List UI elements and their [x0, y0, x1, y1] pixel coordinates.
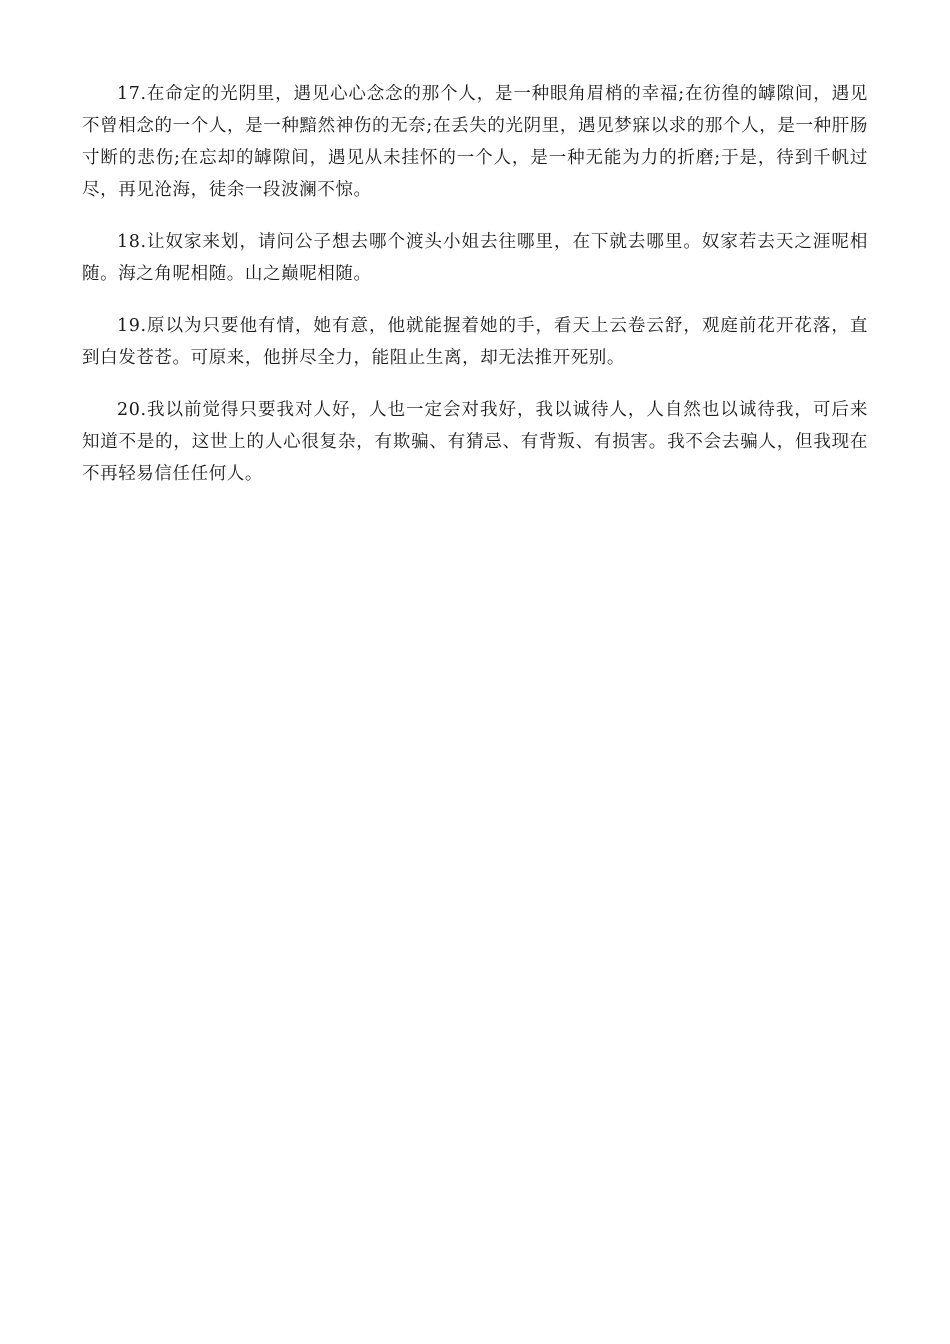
document-body: [82, 78, 868, 510]
paragraph-20: 20.我以前觉得只要我对人好，人也一定会对我好，我以诚待人，人自然也以诚待我，可后来知道不是的，这世上的人心很复杂，有欺骗、有猜忌、有背叛、有损害。我不会去骗人，但我现在不再轻易信任任何人。: [82, 400, 868, 484]
paragraph-19: 19.原以为只要他有情，她有意，他就能握着她的手，看天上云卷云舒，观庭前花开花落，直到白发苍苍。可原来，他拼尽全力，能阻止生离，却无法推开死别。: [82, 316, 868, 368]
paragraph-18: 18.让奴家来划，请问公子想去哪个渡头小姐去往哪里，在下就去哪里。奴家若去天之涯呢相随。海之角呢相随。山之巅呢相随。: [82, 232, 868, 284]
paragraph-17: 17.在命定的光阴里，遇见心心念念的那个人，是一种眼角眉梢的幸福;在彷徨的罅隙间，遇见不曾相念的一个人，是一种黯然神伤的无奈;在丢失的光阴里，遇见梦寐以求的那个人，是一种肝肠寸断的悲伤;在忘却的罅隙间，遇见从未挂怀的一个人，是一种无能为力的折磨;于是，待到千帆过尽，再见沧海，徒余一段波澜不惊。: [82, 84, 868, 200]
